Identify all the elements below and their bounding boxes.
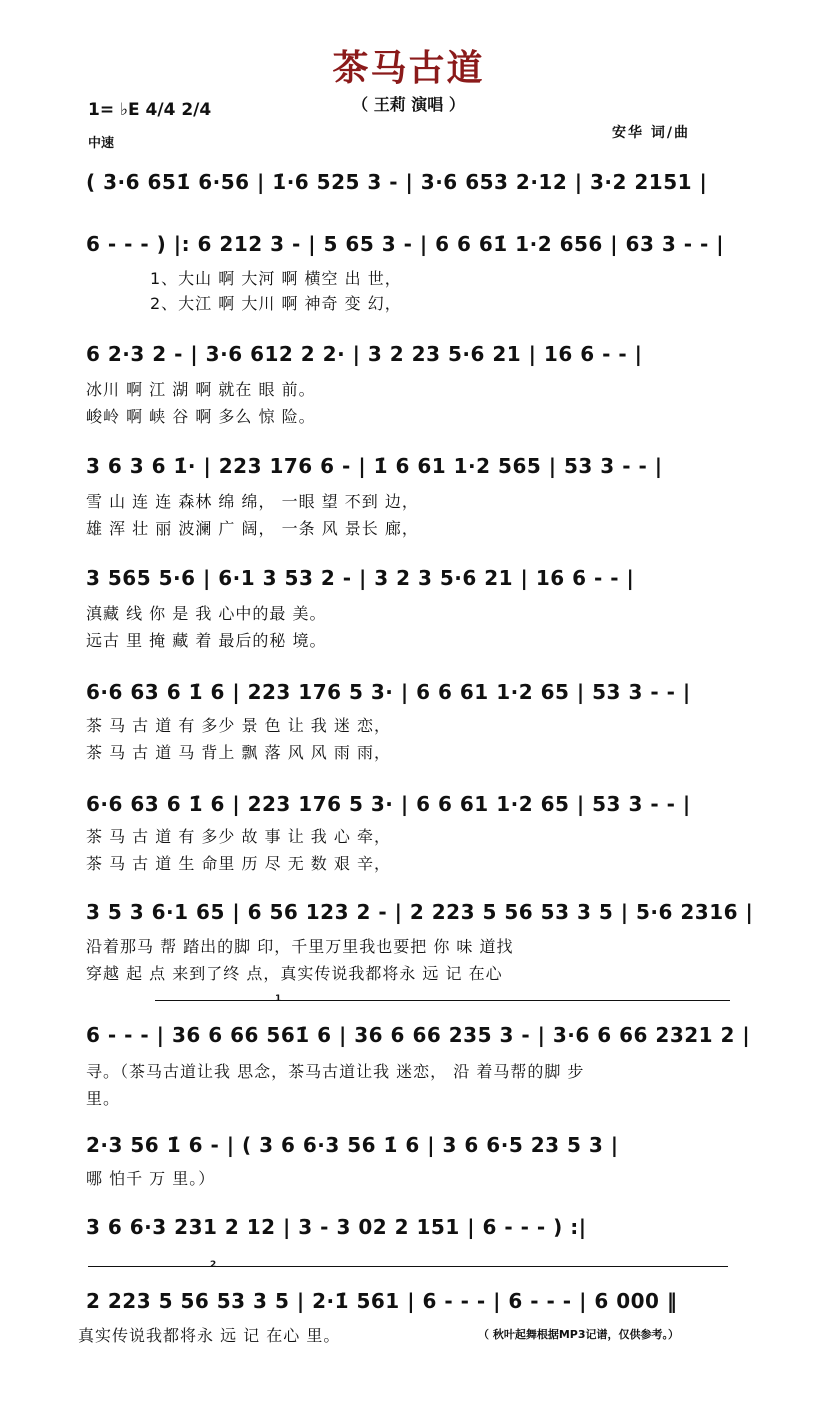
lyric-line: 茶 马 古 道 马 背上 飘 落 风 风 雨 雨，	[86, 743, 391, 762]
first-ending-bracket	[155, 1000, 730, 1001]
composer-credit: 安华 词/曲	[612, 125, 690, 141]
lyric-line: 穿越 起 点 来到了终 点，真实传说我都将永 远 记 在心	[86, 964, 503, 983]
lyric-line: 冰川 啊 江 湖 啊 就在 眼 前。	[86, 380, 316, 399]
lyric-line: 里。	[86, 1089, 121, 1108]
notation-row: 3 6 6·3 231 2 12 | 3 - 3 02 2 151 | 6 - - - ) :|	[86, 1215, 587, 1239]
song-title: 茶马古道	[332, 48, 485, 89]
lyric-line: 寻。（茶马古道让我 思念，茶马古道让我 迷恋， 沿 着马帮的脚 步	[86, 1062, 585, 1081]
notation-row: 6·6 63 6 1̇ 6 | 223 176 5 3· | 6 6 61 1·2 65 | 53 3 - - |	[86, 792, 691, 816]
notation-row: 2 223 5 56 53 3 5 | 2·1̇ 561 | 6 - - - | 6 - - - | 6 000 ‖	[86, 1289, 678, 1313]
lyric-line: 真实传说我都将永 远 记 在心 里。	[78, 1326, 341, 1345]
lyric-line: 雄 浑 壮 丽 波澜 广 阔， 一条 风 景长 廊，	[86, 519, 419, 538]
lyric-line: 2、大江 啊 大川 啊 神奇 变 幻，	[150, 294, 402, 313]
performer-credit: （ 王莉 演唱 ）	[352, 95, 465, 114]
tempo-marking: 中速	[88, 136, 115, 151]
notation-row: 6 - - - ) |: 6 212 3 - | 5 65 3 - | 6 6 61̇ 1·2 656 | 63 3 - - |	[86, 232, 725, 256]
lyric-line: 茶 马 古 道 有 多少 景 色 让 我 迷 恋，	[86, 716, 391, 735]
notation-row: 6 - - - | 36 6 66 561̇ 6 | 36 6 66 235 3 - | 3·6 6 66 2321 2 |	[86, 1023, 751, 1047]
key-signature: 1= ♭E 4/4 2/4	[88, 100, 212, 120]
lyric-line: 滇藏 线 你 是 我 心中的最 美。	[86, 604, 327, 623]
lyric-line: 雪 山 连 连 森林 绵 绵， 一眼 望 不到 边，	[86, 492, 419, 511]
notation-row: ( 3·6 651̇ 6·56 | 1̇·6 525 3 - | 3·6 653 2·12 | 3·2 2151 |	[86, 170, 708, 194]
notation-row: 6 2·3 2 - | 3·6 612 2 2· | 3 2 23 5·6 21 | 16 6 - - |	[86, 342, 643, 366]
notation-row: 3 5 3 6·1 65 | 6 56 123 2 - | 2 223 5 56 53 3 5 | 5·6 2316 |	[86, 900, 754, 924]
lyric-line: 峻岭 啊 峡 谷 啊 多么 惊 险。	[86, 407, 316, 426]
notation-row: 2·3 56 1̇ 6 - | ( 3 6 6·3 56 1̇ 6 | 3 6 6·5 23 5 3 |	[86, 1133, 619, 1157]
lyric-line: 哪 怕千 万 里。）	[86, 1169, 216, 1188]
first-ending-number: 1	[275, 994, 282, 1004]
notation-row: 3 565 5·6 | 6·1 3 53 2 - | 3 2 3 5·6 21 | 16 6 - - |	[86, 566, 635, 590]
lyric-line: 1、大山 啊 大河 啊 横空 出 世，	[150, 269, 402, 288]
lyric-line: 茶 马 古 道 有 多少 故 事 让 我 心 牵，	[86, 827, 391, 846]
lyric-line: 茶 马 古 道 生 命里 历 尽 无 数 艰 辛，	[86, 854, 391, 873]
lyric-line: 远古 里 掩 藏 着 最后的秘 境。	[86, 631, 327, 650]
notation-row: 6·6 63 6 1̇ 6 | 223 176 5 3· | 6 6 61 1·2 65 | 53 3 - - |	[86, 680, 691, 704]
second-ending-bracket	[88, 1266, 728, 1267]
notation-row: 3 6 3 6 1̇· | 223 176 6 - | 1̇ 6 61 1·2 565 | 53 3 - - |	[86, 454, 663, 478]
transcription-note: （ 秋叶起舞根据MP3记谱，仅供参考。）	[478, 1328, 679, 1341]
lyric-line: 沿着那马 帮 踏出的脚 印，千里万里我也要把 你 味 道找	[86, 937, 514, 956]
second-ending-number: 2	[210, 1260, 217, 1270]
